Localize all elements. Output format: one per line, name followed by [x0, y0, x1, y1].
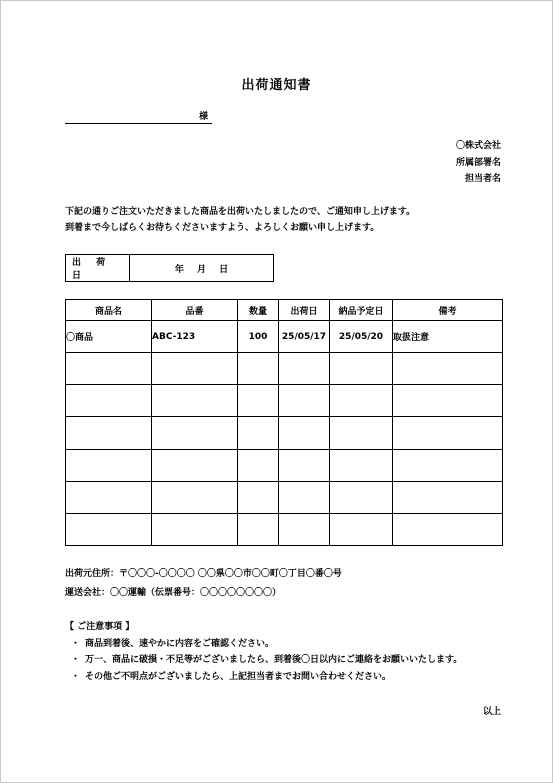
- cell-part-number: [152, 385, 238, 417]
- notes-section: [65, 619, 462, 685]
- cell-ship-date: [279, 513, 330, 545]
- cell-part-number: [152, 417, 238, 449]
- note-item: [65, 669, 462, 686]
- ship-date-label: 出 荷 日: [66, 255, 130, 281]
- header-remarks: 備考: [393, 300, 503, 321]
- cell-quantity: [238, 449, 279, 481]
- table-row: [66, 449, 503, 481]
- cell-part-number: [152, 513, 238, 545]
- cell-delivery-date: [330, 353, 393, 385]
- note-text: 万一、商品に破損・不足等がございましたら、到着後〇日以内にご連絡をお願いいたします。: [85, 655, 463, 665]
- cell-remarks: [393, 481, 503, 513]
- cell-ship-date: [279, 417, 330, 449]
- recipient-honorific: 様: [198, 112, 208, 122]
- cell-delivery-date: 25/05/20: [330, 321, 393, 353]
- header-ship-date: 出荷日: [279, 300, 330, 321]
- table-row: [66, 321, 503, 353]
- carrier-info: 運送会社：〇〇運輸（伝票番号：〇〇〇〇〇〇〇〇）: [65, 588, 282, 598]
- cell-quantity: [238, 353, 279, 385]
- cell-remarks: [393, 385, 503, 417]
- cell-part-number: ABC-123: [152, 321, 238, 353]
- sender-company: 〇株式会社: [455, 141, 501, 151]
- cell-product-name: [66, 353, 152, 385]
- intro-text: [65, 204, 415, 236]
- cell-ship-date: [279, 353, 330, 385]
- cell-product-name: 〇商品: [66, 321, 152, 353]
- table-row: [66, 385, 503, 417]
- intro-line: 下記の通りご注文いただきました商品を出荷いたしましたので、ご通知申し上げます。: [65, 207, 416, 217]
- header-quantity: 数量: [238, 300, 279, 321]
- sender-department: 所属部署名: [455, 157, 501, 168]
- ship-date-value: 年 月 日: [174, 264, 229, 275]
- cell-remarks: [393, 353, 503, 385]
- note-item: [65, 636, 462, 653]
- cell-ship-date: [279, 481, 330, 513]
- sender-person: 担当者名: [464, 174, 501, 184]
- table-row: [66, 417, 503, 449]
- items-table: [65, 299, 503, 546]
- cell-delivery-date: [330, 513, 393, 545]
- cell-part-number: [152, 353, 238, 385]
- intro-line: 到着まで今しばらくお待ちくださいますよう、よろしくお願い申し上げます。: [65, 223, 380, 233]
- bullet-icon: ・: [71, 671, 81, 682]
- cell-product-name: [66, 481, 152, 513]
- bullet-icon: ・: [71, 638, 81, 649]
- note-item: [65, 652, 462, 669]
- cell-quantity: [238, 481, 279, 513]
- cell-product-name: [66, 513, 152, 545]
- header-delivery-date: 納品予定日: [330, 300, 393, 321]
- cell-delivery-date: [330, 417, 393, 449]
- cell-ship-date: 25/05/17: [279, 321, 330, 353]
- cell-remarks: [393, 417, 503, 449]
- origin-address: 出荷元住所：〒〇〇〇-〇〇〇〇 〇〇県〇〇市〇〇町〇丁目〇番〇号: [65, 569, 342, 579]
- ship-date-box: [65, 254, 274, 282]
- cell-quantity: [238, 513, 279, 545]
- table-row: [66, 353, 503, 385]
- table-row: [66, 513, 503, 545]
- note-text: 商品到着後、速やかに内容をご確認ください。: [85, 638, 275, 649]
- cell-delivery-date: [330, 449, 393, 481]
- header-product-name: 商品名: [66, 300, 152, 321]
- cell-part-number: [152, 449, 238, 481]
- header-part-number: 品番: [152, 300, 238, 321]
- cell-quantity: [238, 417, 279, 449]
- bullet-icon: ・: [71, 655, 81, 665]
- cell-product-name: [66, 449, 152, 481]
- notes-heading: 【 ご注意事項 】: [65, 622, 135, 632]
- cell-quantity: 100: [238, 321, 279, 353]
- cell-ship-date: [279, 385, 330, 417]
- cell-ship-date: [279, 449, 330, 481]
- cell-remarks: 取扱注意: [393, 321, 503, 353]
- cell-product-name: [66, 417, 152, 449]
- recipient-line: [65, 109, 212, 124]
- note-text: その他ご不明点がございましたら、上記担当者までお問い合わせください。: [85, 671, 392, 682]
- cell-part-number: [152, 481, 238, 513]
- cell-product-name: [66, 385, 152, 417]
- sender-block: [456, 138, 501, 188]
- table-row: [66, 481, 503, 513]
- shipping-info: [65, 565, 342, 603]
- cell-quantity: [238, 385, 279, 417]
- closing-text: 以上: [482, 707, 501, 717]
- cell-remarks: [393, 449, 503, 481]
- cell-remarks: [393, 513, 503, 545]
- table-header-row: [66, 300, 503, 321]
- document-title: 出荷通知書: [241, 78, 312, 93]
- cell-delivery-date: [330, 385, 393, 417]
- cell-delivery-date: [330, 481, 393, 513]
